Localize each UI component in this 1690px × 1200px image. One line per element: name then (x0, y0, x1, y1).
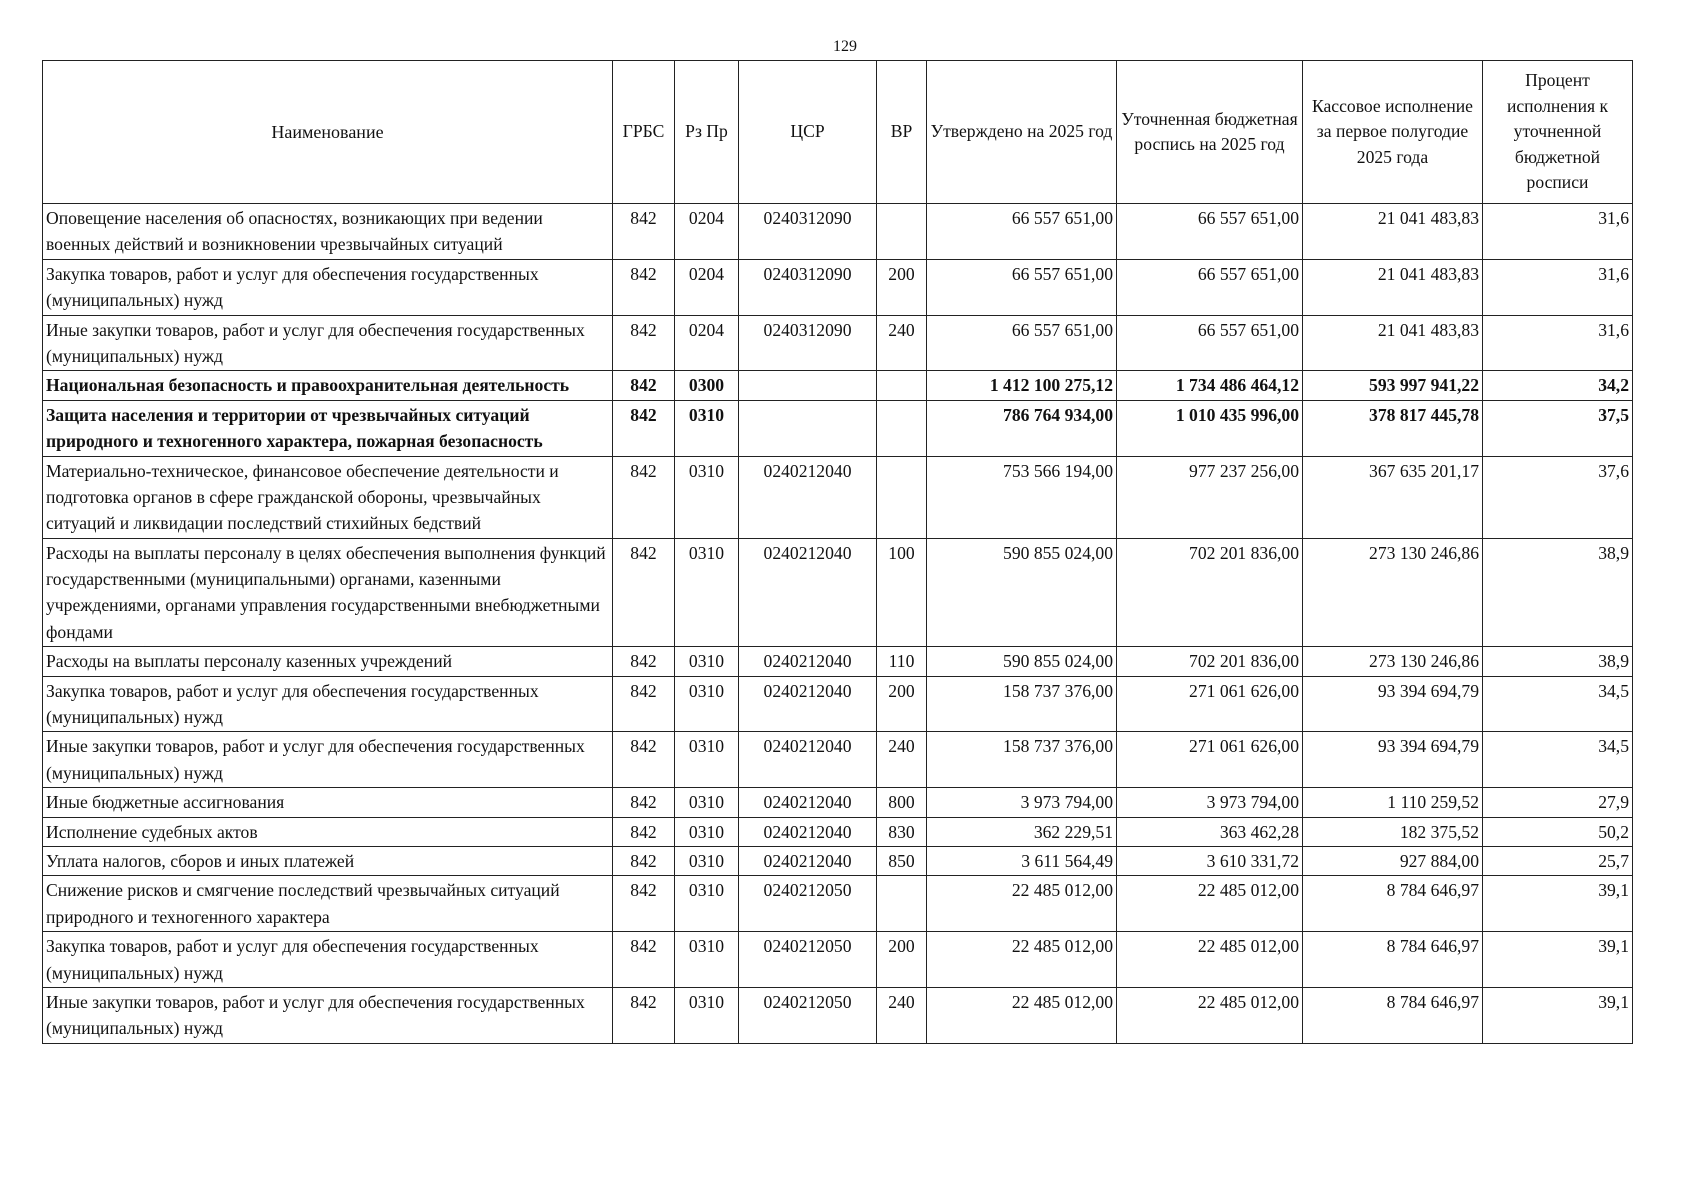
cell-vr (877, 876, 927, 932)
cell-csr: 0240312090 (739, 259, 877, 315)
cell-grbs: 842 (613, 204, 675, 260)
cell-name: Закупка товаров, работ и услуг для обеспечения государственных (муниципальных) нужд (43, 932, 613, 988)
cell-csr: 0240312090 (739, 315, 877, 371)
cell-name: Иные закупки товаров, работ и услуг для обеспечения государственных (муниципальных) нужд (43, 315, 613, 371)
cell-approved: 66 557 651,00 (927, 315, 1117, 371)
cell-percent: 31,6 (1483, 259, 1633, 315)
cell-grbs: 842 (613, 987, 675, 1043)
cell-percent: 39,1 (1483, 987, 1633, 1043)
table-body (43, 204, 1633, 1044)
cell-cash: 378 817 445,78 (1303, 400, 1483, 456)
cell-rzpr: 0310 (675, 676, 739, 732)
cell-csr: 0240212050 (739, 932, 877, 988)
cell-rzpr: 0310 (675, 788, 739, 817)
cell-percent: 34,2 (1483, 371, 1633, 400)
cell-grbs: 842 (613, 876, 675, 932)
cell-refined: 3 973 794,00 (1117, 788, 1303, 817)
cell-csr: 0240312090 (739, 204, 877, 260)
cell-csr: 0240212040 (739, 817, 877, 846)
cell-name: Снижение рисков и смягчение последствий чрезвычайных ситуаций природного и техногенного характера (43, 876, 613, 932)
cell-approved: 753 566 194,00 (927, 456, 1117, 538)
cell-cash: 8 784 646,97 (1303, 876, 1483, 932)
table-row (43, 371, 1633, 400)
cell-name: Исполнение судебных актов (43, 817, 613, 846)
cell-csr: 0240212040 (739, 676, 877, 732)
table-row (43, 846, 1633, 875)
header-refined: Уточненная бюджетная роспись на 2025 год (1117, 61, 1303, 204)
cell-csr: 0240212040 (739, 846, 877, 875)
cell-vr: 240 (877, 987, 927, 1043)
header-row (43, 61, 1633, 204)
cell-approved: 362 229,51 (927, 817, 1117, 846)
cell-refined: 22 485 012,00 (1117, 987, 1303, 1043)
cell-vr: 850 (877, 846, 927, 875)
cell-grbs: 842 (613, 676, 675, 732)
cell-name: Иные закупки товаров, работ и услуг для обеспечения государственных (муниципальных) нужд (43, 987, 613, 1043)
header-approved: Утверждено на 2025 год (927, 61, 1117, 204)
table-row (43, 204, 1633, 260)
cell-cash: 273 130 246,86 (1303, 538, 1483, 647)
cell-vr: 110 (877, 647, 927, 676)
cell-percent: 38,9 (1483, 538, 1633, 647)
cell-cash: 93 394 694,79 (1303, 676, 1483, 732)
cell-vr: 240 (877, 732, 927, 788)
table-row (43, 788, 1633, 817)
table-row (43, 315, 1633, 371)
cell-refined: 66 557 651,00 (1117, 315, 1303, 371)
cell-grbs: 842 (613, 538, 675, 647)
cell-vr (877, 400, 927, 456)
cell-name: Защита населения и территории от чрезвычайных ситуаций природного и техногенного характера, пожарная безопасность (43, 400, 613, 456)
cell-rzpr: 0310 (675, 932, 739, 988)
cell-refined: 702 201 836,00 (1117, 538, 1303, 647)
cell-name: Расходы на выплаты персоналу казенных учреждений (43, 647, 613, 676)
cell-rzpr: 0310 (675, 400, 739, 456)
cell-approved: 590 855 024,00 (927, 538, 1117, 647)
cell-approved: 590 855 024,00 (927, 647, 1117, 676)
cell-refined: 1 010 435 996,00 (1117, 400, 1303, 456)
cell-rzpr: 0300 (675, 371, 739, 400)
cell-vr (877, 204, 927, 260)
cell-refined: 66 557 651,00 (1117, 204, 1303, 260)
cell-percent: 38,9 (1483, 647, 1633, 676)
header-csr: ЦСР (739, 61, 877, 204)
cell-grbs: 842 (613, 456, 675, 538)
cell-approved: 3 973 794,00 (927, 788, 1117, 817)
cell-grbs: 842 (613, 788, 675, 817)
cell-cash: 21 041 483,83 (1303, 204, 1483, 260)
table-row (43, 400, 1633, 456)
header-grbs: ГРБС (613, 61, 675, 204)
cell-cash: 182 375,52 (1303, 817, 1483, 846)
cell-grbs: 842 (613, 932, 675, 988)
cell-percent: 39,1 (1483, 876, 1633, 932)
cell-refined: 3 610 331,72 (1117, 846, 1303, 875)
cell-rzpr: 0204 (675, 315, 739, 371)
cell-cash: 8 784 646,97 (1303, 932, 1483, 988)
cell-grbs: 842 (613, 400, 675, 456)
cell-approved: 786 764 934,00 (927, 400, 1117, 456)
cell-approved: 22 485 012,00 (927, 987, 1117, 1043)
cell-vr: 830 (877, 817, 927, 846)
cell-percent: 25,7 (1483, 846, 1633, 875)
cell-csr: 0240212050 (739, 987, 877, 1043)
table-row (43, 817, 1633, 846)
cell-approved: 66 557 651,00 (927, 204, 1117, 260)
cell-rzpr: 0310 (675, 876, 739, 932)
cell-refined: 363 462,28 (1117, 817, 1303, 846)
cell-refined: 22 485 012,00 (1117, 876, 1303, 932)
cell-percent: 27,9 (1483, 788, 1633, 817)
cell-refined: 271 061 626,00 (1117, 676, 1303, 732)
cell-percent: 34,5 (1483, 732, 1633, 788)
cell-percent: 31,6 (1483, 315, 1633, 371)
cell-vr: 800 (877, 788, 927, 817)
cell-percent: 39,1 (1483, 932, 1633, 988)
cell-percent: 37,5 (1483, 400, 1633, 456)
cell-rzpr: 0310 (675, 456, 739, 538)
cell-grbs: 842 (613, 371, 675, 400)
cell-rzpr: 0310 (675, 987, 739, 1043)
cell-refined: 66 557 651,00 (1117, 259, 1303, 315)
cell-percent: 34,5 (1483, 676, 1633, 732)
cell-name: Расходы на выплаты персоналу в целях обеспечения выполнения функций государственными (муниципальными) органами, казенными учреждениями, органами управления государственными внебюджетными фондами (43, 538, 613, 647)
page-number: 129 (833, 38, 857, 55)
cell-approved: 1 412 100 275,12 (927, 371, 1117, 400)
header-name: Наименование (43, 61, 613, 204)
cell-rzpr: 0310 (675, 732, 739, 788)
cell-percent: 37,6 (1483, 456, 1633, 538)
cell-percent: 50,2 (1483, 817, 1633, 846)
cell-vr (877, 456, 927, 538)
cell-csr: 0240212040 (739, 538, 877, 647)
header-vr: ВР (877, 61, 927, 204)
cell-cash: 93 394 694,79 (1303, 732, 1483, 788)
table-row (43, 259, 1633, 315)
cell-cash: 367 635 201,17 (1303, 456, 1483, 538)
cell-vr: 200 (877, 259, 927, 315)
cell-grbs: 842 (613, 846, 675, 875)
table-row (43, 876, 1633, 932)
cell-grbs: 842 (613, 647, 675, 676)
cell-rzpr: 0204 (675, 259, 739, 315)
cell-grbs: 842 (613, 817, 675, 846)
cell-approved: 158 737 376,00 (927, 732, 1117, 788)
cell-csr: 0240212040 (739, 732, 877, 788)
cell-cash: 21 041 483,83 (1303, 259, 1483, 315)
table-row (43, 538, 1633, 647)
cell-name: Иные бюджетные ассигнования (43, 788, 613, 817)
table-row (43, 676, 1633, 732)
cell-approved: 22 485 012,00 (927, 876, 1117, 932)
cell-name: Национальная безопасность и правоохранительная деятельность (43, 371, 613, 400)
cell-csr (739, 400, 877, 456)
table-row (43, 732, 1633, 788)
table-row (43, 932, 1633, 988)
header-percent: Процент исполнения к уточненной бюджетной росписи (1483, 61, 1633, 204)
cell-cash: 273 130 246,86 (1303, 647, 1483, 676)
budget-execution-table (42, 60, 1633, 1044)
cell-grbs: 842 (613, 732, 675, 788)
cell-refined: 977 237 256,00 (1117, 456, 1303, 538)
cell-refined: 702 201 836,00 (1117, 647, 1303, 676)
cell-approved: 3 611 564,49 (927, 846, 1117, 875)
cell-rzpr: 0204 (675, 204, 739, 260)
cell-name: Иные закупки товаров, работ и услуг для обеспечения государственных (муниципальных) нужд (43, 732, 613, 788)
cell-vr (877, 371, 927, 400)
cell-csr: 0240212040 (739, 647, 877, 676)
cell-csr (739, 371, 877, 400)
cell-approved: 22 485 012,00 (927, 932, 1117, 988)
cell-name: Оповещение населения об опасностях, возникающих при ведении военных действий и возникновении чрезвычайных ситуаций (43, 204, 613, 260)
cell-cash: 21 041 483,83 (1303, 315, 1483, 371)
table-row (43, 647, 1633, 676)
cell-csr: 0240212050 (739, 876, 877, 932)
cell-cash: 593 997 941,22 (1303, 371, 1483, 400)
cell-grbs: 842 (613, 259, 675, 315)
table-header (43, 61, 1633, 204)
header-rzpr: Рз Пр (675, 61, 739, 204)
cell-name: Уплата налогов, сборов и иных платежей (43, 846, 613, 875)
table-row (43, 987, 1633, 1043)
cell-grbs: 842 (613, 315, 675, 371)
cell-rzpr: 0310 (675, 846, 739, 875)
cell-rzpr: 0310 (675, 647, 739, 676)
cell-vr: 240 (877, 315, 927, 371)
cell-name: Закупка товаров, работ и услуг для обеспечения государственных (муниципальных) нужд (43, 259, 613, 315)
cell-refined: 22 485 012,00 (1117, 932, 1303, 988)
cell-percent: 31,6 (1483, 204, 1633, 260)
cell-name: Материально-техническое, финансовое обеспечение деятельности и подготовка органов в сфере гражданской обороны, чрезвычайных ситуаций и ликвидации последствий стихийных бедствий (43, 456, 613, 538)
cell-name: Закупка товаров, работ и услуг для обеспечения государственных (муниципальных) нужд (43, 676, 613, 732)
cell-approved: 158 737 376,00 (927, 676, 1117, 732)
cell-cash: 1 110 259,52 (1303, 788, 1483, 817)
cell-cash: 8 784 646,97 (1303, 987, 1483, 1043)
cell-cash: 927 884,00 (1303, 846, 1483, 875)
header-cash: Кассовое исполнение за первое полугодие 2025 года (1303, 61, 1483, 204)
cell-refined: 1 734 486 464,12 (1117, 371, 1303, 400)
cell-csr: 0240212040 (739, 456, 877, 538)
cell-rzpr: 0310 (675, 538, 739, 647)
table-row (43, 456, 1633, 538)
cell-approved: 66 557 651,00 (927, 259, 1117, 315)
cell-refined: 271 061 626,00 (1117, 732, 1303, 788)
cell-rzpr: 0310 (675, 817, 739, 846)
cell-vr: 100 (877, 538, 927, 647)
cell-csr: 0240212040 (739, 788, 877, 817)
cell-vr: 200 (877, 676, 927, 732)
cell-vr: 200 (877, 932, 927, 988)
